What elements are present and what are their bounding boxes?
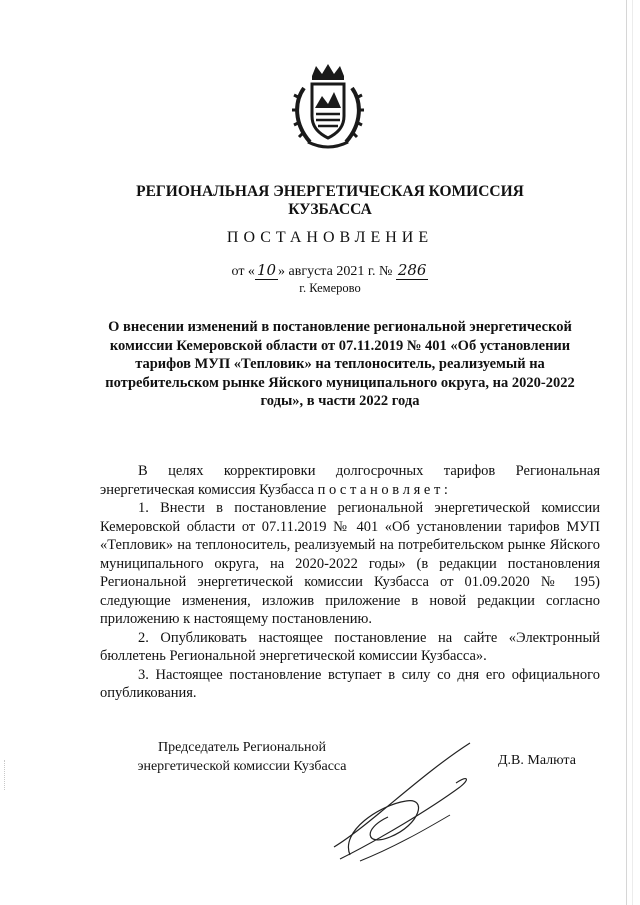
document-body — [100, 462, 600, 703]
intro-text: В целях корректировки долгосрочных тарифов Региональная энергетическая комиссия Кузбасса — [100, 463, 600, 498]
date-middle: » августа 2021 г. № — [278, 264, 393, 279]
handwritten-signature-icon — [310, 735, 530, 865]
document-title: О внесении изменений в постановление региональной энергетической комиссии Кемеровской области от 07.11.2019 № 401 «Об установлении тарифов МУП «Тепловик» на теплоноситель, реализуемый на потребительском рынке Яйского муниципального округа, на 2020-2022 годы», в части 2022 года — [105, 319, 575, 409]
list-item: 2. Опубликовать настоящее постановление на сайте «Электронный бюллетень Региональной энергетической комиссии Кузбасса». — [100, 629, 600, 664]
scan-artifact — [4, 760, 6, 790]
scan-edge-line — [632, 0, 633, 905]
decree-heading: ПОСТАНОВЛЕНИЕ — [226, 229, 434, 246]
signatory-position-line2: энергетической комиссии Кузбасса — [137, 759, 347, 774]
signatory-name: Д.В. Малюта — [498, 753, 576, 768]
scan-edge-line — [626, 0, 627, 905]
list-item: 3. Настоящее постановление вступает в силу со дня его официального опубликования. — [100, 666, 600, 701]
list-item: 1. Внести в постановление региональной энергетической комиссии Кемеровской области от 07.11.2019 № 401 «Об установлении тарифов МУП «Тепловик» на теплоноситель, реализуемый на потребительском рынке Яйского муниципального округа, на 2020-2022 годы» (в редакции постановления Региональной энергетической комиссии Кузбасса от 01.09.2020 № 195) следующие изменения, изложив приложение в новой редакции согласно приложению к настоящему постановлению. — [100, 500, 600, 627]
handwritten-number: 286 — [397, 261, 427, 279]
intro-paragraph — [100, 462, 600, 499]
date-prefix: от « — [231, 264, 255, 279]
city-label: г. Кемерово — [299, 281, 361, 295]
handwritten-day: 10 — [256, 261, 277, 279]
date-line — [180, 261, 480, 280]
org-name-line2: КУЗБАССА — [288, 201, 372, 218]
org-name-line1: РЕГИОНАЛЬНАЯ ЭНЕРГЕТИЧЕСКАЯ КОМИССИЯ — [136, 183, 524, 200]
intro-verb: п о с т а н о в л я е т : — [317, 481, 448, 498]
signatory-position-line1: Председатель Региональной — [157, 740, 327, 755]
coat-of-arms-icon — [290, 62, 366, 152]
